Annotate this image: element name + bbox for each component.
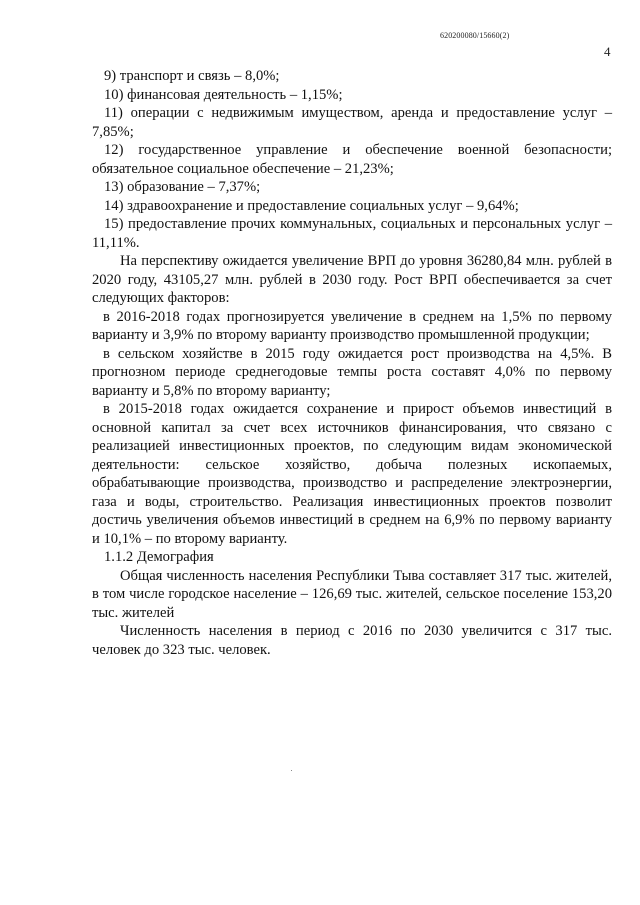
list-item-education: 13) образование – 7,37%; [104, 179, 261, 195]
paragraph-population-total: Общая численность населения Республики Тыва составляет 317 тыс. жителей, в том числе городское население – 126,69 тыс. жителей, сельское поселение 153,20 тыс. жителей [92, 567, 612, 621]
list-item-public-administration: 12) государственное управление и обеспечение военной безопасности; обязательное социальное обеспечение – 21,23%; [92, 142, 612, 177]
page-body [92, 67, 612, 659]
paragraph-population-forecast: Численность населения в период с 2016 по 2030 увеличится с 317 тыс. человек до 323 тыс. человек. [92, 623, 612, 658]
scan-speck [291, 770, 292, 771]
list-item-healthcare: 14) здравоохранение и предоставление социальных услуг – 9,64%; [104, 197, 519, 214]
document-code: 620200080/15660(2) [440, 31, 510, 40]
page-number: 4 [604, 44, 611, 59]
list-item-transport: 9) транспорт и связь – 8,0%; [104, 68, 280, 84]
list-item-finance: 10) финансовая деятельность – 1,15%; [104, 86, 343, 103]
list-item-real-estate: 11) операции с недвижимым имуществом, аренда и предоставление услуг – 7,85%; [92, 105, 612, 140]
paragraph-industry-factor: в 2016-2018 годах прогнозируется увеличение в среднем на 1,5% по первому варианту и 3,9% по второму варианту производство промышленной продукции; [92, 308, 612, 343]
section-heading-demography: 1.1.2 Демография [104, 549, 214, 565]
paragraph-agriculture-factor: в сельском хозяйстве в 2015 году ожидается рост производства на 4,5%. В прогнозном периоде среднегодовые темпы роста составят 4,0% по первому варианту и 5,8% по второму варианту; [92, 345, 612, 399]
paragraph-grp-outlook: На перспективу ожидается увеличение ВРП до уровня 36280,84 млн. рублей в 2020 году, 43105,27 млн. рублей в 2030 году. Рост ВРП обеспечивается за счет следующих факторов: [92, 253, 612, 306]
paragraph-investment-factor: в 2015-2018 годах ожидается сохранение и прирост объемов инвестиций в основной капитал за счет всех источников финансирования, что связано с реализацией инвестиционных проектов, по следующим видам экономической деятельности: сельское хозяйство, добыча полезных ископаемых, обрабатывающие производства, производство и распределение электроэнергии, газа и воды, строительство. Реализация инвестиционных проектов позволит достичь увеличения объемов инвестиций в среднем на 6,9% по первому варианту и 10,1% – по второму варианту. [92, 401, 612, 547]
list-item-other-services: 15) предоставление прочих коммунальных, социальных и персональных услуг – 11,11%. [92, 216, 612, 251]
